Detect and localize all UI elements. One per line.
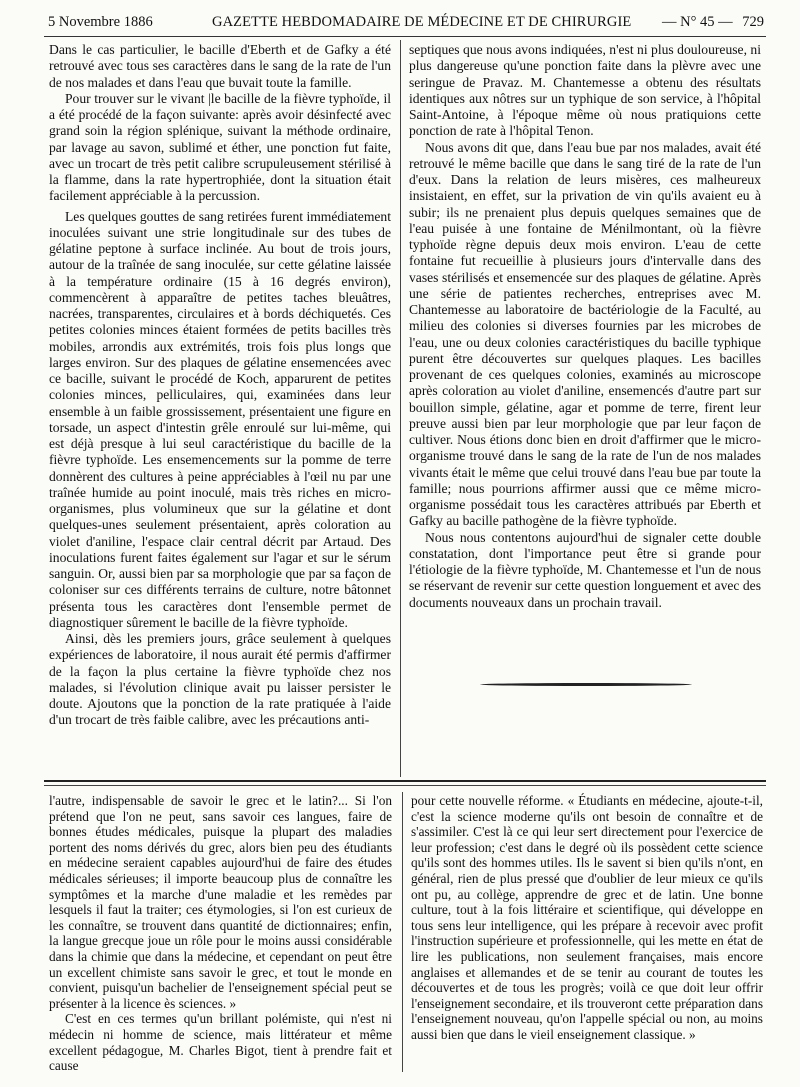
paragraph: Nous nous contentons aujourd'hui de signaler cette double constatation, dont l'importance peut être si grande pour l'étiologie de la fièvre typhoïde, M. Chantemesse et l'un de nous se réservant de revenir sur cette question longuement et avec des documents nouveaux dans un prochain travail. <box>409 529 761 610</box>
running-header <box>40 8 772 34</box>
paragraph: Nous avons dit que, dans l'eau bue par nos malades, avait été retrouvé le même bacille que dans le sang tiré de la rate de l'un d'eux. Dans la relation de leurs misères, ces malheureux insistaient, en effet, sur la privation de vin qu'ils avaient eu à subir; ils ne prenaient plus depuis quelques semaines que de l'eau puisée à une fontaine de Ménilmontant, où la fièvre typhoïde règne depuis deux mois environ. L'eau de cette fontaine fut recueillie à plusieurs jours d'intervalle dans des vases stérilisés et ensemencée sur des plaques de gélatine. Après une série de patientes recherches, entreprises avec M. Chantemesse au laboratoire de bactériologie de la Faculté, au milieu des colonies si diverses fournies par les microbes de l'eau, une ou deux colonies caractéristiques du bacille typhique purent être découvertes sur quelques plaques. Les bacilles provenant de ces quelques colonies, examinés au microscope après coloration au violet d'aniline, ensemencés d'autre part sur bouillon simple, gélatine, agar et pomme de terre, firent leur preuve aussi bien par leur morphologie que par leur façon de cultiver. Nous étions donc bien en droit d'affirmer que le micro-organisme trouvé dans le sang de la rate de l'un de nos malades vivants était le même que celui trouvé dans l'eau bue par toute la famille; nous pourrions affirmer aussi que ce même micro-organisme possédait tous les caractères attribués par Eberth et Gafky au bacille pathogène de la fièvre typhoïde. <box>409 139 761 529</box>
column-separator <box>400 40 401 777</box>
paragraph: C'est en ces termes qu'un brillant polémiste, qui n'est ni médecin ni homme de science, mais littérateur et même excellent pédagogue, M. Charles Bigot, tient à prendre fait et cause <box>49 1011 392 1073</box>
paragraph: Pour trouver sur le vivant |le bacille de la fièvre typhoïde, il a été procédé de la façon suivante: après avoir désinfecté avec grand soin la région splénique, suivant la méthode ordinaire, par lavage au savon, sublimé et éther, une ponction fut faite, avec un trocart de très petit calibre scrupuleusement stérilisé à la flamme, dans la rate hypertrophiée, dont la situation était facilement appréciable à la percussion. <box>49 90 391 204</box>
paragraph: Les quelques gouttes de sang retirées furent immédiatement inoculées suivant une strie longitudinale sur des tubes de gélatine peptone à surface inclinée. Au bout de trois jours, autour de la traînée de sang inoculée, sur cette gélatine laissée à la température ordinaire (15 à 16 degrés environ), commencèrent à apparaître de petites taches bleuâtres, nacrées, transparentes, circulaires et à bords déchiquetés. Ces petites colonies minces étaient formées de petits bacilles très mobiles, arrondis aux extrémités, trois fois plus longs que larges environ. Sur des plaques de gélatine ensemencées avec ce bacille, suivant le procédé de Koch, apparurent de petites colonies minces, pelliculaires, qui, examinées dans leur ensemble à un faible grossissement, présentaient une figure en torsade, un aspect d'intestin grêle enroulé sur lui-même, qui est déjà presque à lui seul caractéristique du bacille de la fièvre typhoïde. Les ensemencements sur la pomme de terre donnèrent des cultures à peine appréciables à l'œil nu par une traînée humide au point inoculé, mais très riches en micro-organismes, plus volumineux que sur la gélatine et dont quelques-unes seulement présentaient, après coloration au violet d'aniline, l'espace clair central décrit par Artaud. Des inoculations furent faites également sur l'agar et sur le sérum sanguin. Or, aussi bien par sa morphologie que par sa façon de coloniser sur ces différents terrains de culture, notre bâtonnet présenta tous les caractères dont l'ensemble permet de diagnostiquer sûrement le bacille de la fièvre typhoïde. <box>49 208 391 630</box>
paragraph: l'autre, indispensable de savoir le grec et le latin?... Si l'on prétend que l'on ne peut, sans savoir ces langues, faire de bonnes études médicales, puisque la plupart des maladies portent des noms dérivés du grec, alors bien peu des étudiants en médecine seraient capables aujourd'hui de faire des études médicales sérieuses; il importe beaucoup plus de connaître les symptômes et la marche d'une maladie et les remèdes par lesquels il faut la traiter; ces étymologies, si l'on est curieux de les connaître, se trouvent dans quantité de dictionnaires; enfin, la langue grecque joue un rôle pour le moins aussi considérable dans la chimie que dans la médecine, et cependant on peut être un excellent chimiste sans savoir le grec, et tout le monde en convient, puisqu'un bachelier de l'enseignement spécial peut se présenter à la licence ès sciences. » <box>49 793 392 1011</box>
header-rule <box>44 36 766 37</box>
section-end-ornament <box>480 683 692 686</box>
column-right-upper <box>409 42 761 672</box>
column-left-lower <box>49 793 392 1073</box>
section-divider-thin <box>44 785 766 786</box>
column-separator <box>402 792 403 1072</box>
paragraph: pour cette nouvelle réforme. « Étudiants en médecine, ajoute-t-il, c'est la science moderne qu'ils ont besoin de connaître et de s'assimiler. C'est là ce qui leur sert directement pour l'exercice de leur profession; c'est dans le degré où ils possèdent cette science qu'ils sont des hommes utiles. Ils le savent si bien qu'ils n'ont, en général, rien de plus pressé que d'oublier de leur mieux ce qu'ils ont pu, au collège, apprendre de grec et de latin. Une bonne culture, tout à la fois littéraire et scientifique, qui développe en tous sens leur intelligence, qui les prépare à recevoir avec profit l'instruction supérieure et professionnelle, qui les mette en état de lire les publications, non seulement françaises, mais encore anglaises et allemandes et de se tenir au courant de toutes les découvertes et de tous les progrès; voilà ce que doit leur offrir l'enseignement secondaire, et ils trouveront cette préparation dans l'enseignement nouveau, qu'on l'appelle spécial ou non, au moins aussi bien que dans le vieil enseignement classique. » <box>411 793 763 1042</box>
paragraph: Ainsi, dès les premiers jours, grâce seulement à quelques expériences de laboratoire, il nous aurait été permis d'affirmer de la façon la plus certaine la fièvre typhoïde chez nos malades, si l'évolution clinique avait pu laisser persister le doute. Ajoutons que la ponction de la rate pratiquée à l'aide d'un trocart de très faible calibre, avec les précautions anti- <box>49 631 391 728</box>
page-number: 729 <box>742 14 764 30</box>
paragraph: septiques que nous avons indiquées, n'est ni plus douloureuse, ni plus dangereuse qu'une ponction faite dans la plèvre avec une seringue de Pravaz. M. Chantemesse a obtenu des résultats identiques aux nôtres sur un typhique de son service, à l'hôpital Saint-Antoine, à l'époque même où nous pratiquions cette ponction de rate à l'hôpital Tenon. <box>409 42 761 139</box>
section-divider <box>44 780 766 782</box>
journal-title: GAZETTE HEBDOMADAIRE DE MÉDECINE ET DE CHIRURGIE <box>212 14 632 30</box>
issue-number: — N° 45 — <box>662 14 733 30</box>
column-right-lower <box>411 793 763 1073</box>
issue-date: 5 Novembre 1886 <box>48 14 153 30</box>
paragraph: Dans le cas particulier, le bacille d'Eberth et de Gafky a été retrouvé avec tous ses caractères dans le sang de la rate de l'un de nos malades et dans l'eau que buvait toute la famille. <box>49 42 391 90</box>
column-left-upper <box>49 42 391 776</box>
